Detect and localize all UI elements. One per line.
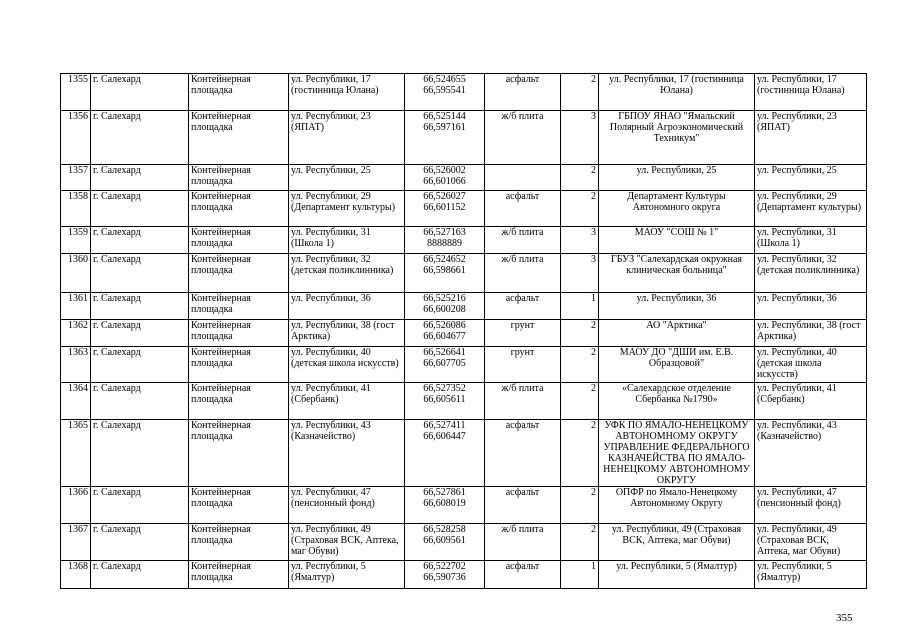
owner-cell: АО "Арктика" — [599, 320, 755, 347]
coordinates-cell: 66,527352 66,605611 — [405, 383, 485, 420]
container-sites-table — [60, 73, 867, 589]
type-cell: Контейнерная площадка — [189, 320, 289, 347]
type-cell: Контейнерная площадка — [189, 74, 289, 111]
surface-cell: асфальт — [485, 487, 561, 524]
source-address-cell: ул. Республики, 5 (Ямалтур) — [755, 561, 867, 589]
address-cell: ул. Республики, 17 (гостинница Юлана) — [289, 74, 405, 111]
owner-cell: ул. Республики, 36 — [599, 293, 755, 320]
container-count-cell: 2 — [561, 347, 599, 383]
surface-cell: асфальт — [485, 420, 561, 487]
coordinates-cell: 66,527861 66,608019 — [405, 487, 485, 524]
city-cell: г. Салехард — [91, 420, 189, 487]
table-row — [61, 165, 867, 191]
container-count-cell: 2 — [561, 524, 599, 561]
container-count-cell: 2 — [561, 383, 599, 420]
type-cell: Контейнерная площадка — [189, 111, 289, 165]
owner-cell: «Салехардское отделение Сбербанка №1790» — [599, 383, 755, 420]
address-cell: ул. Республики, 32 (детская поликлинника) — [289, 254, 405, 293]
row-number: 1362 — [61, 320, 91, 347]
table-row — [61, 74, 867, 111]
row-number: 1366 — [61, 487, 91, 524]
container-count-cell: 2 — [561, 420, 599, 487]
coordinates-cell: 66,525216 66,600208 — [405, 293, 485, 320]
table-row — [61, 420, 867, 487]
surface-cell: ж/б плита — [485, 111, 561, 165]
type-cell: Контейнерная площадка — [189, 524, 289, 561]
type-cell: Контейнерная площадка — [189, 347, 289, 383]
source-address-cell: ул. Республики, 43 (Казначейство) — [755, 420, 867, 487]
table-row — [61, 254, 867, 293]
surface-cell: ж/б плита — [485, 227, 561, 254]
source-address-cell: ул. Республики, 36 — [755, 293, 867, 320]
address-cell: ул. Республики, 41 (Сбербанк) — [289, 383, 405, 420]
type-cell: Контейнерная площадка — [189, 561, 289, 589]
coordinates-cell: 66,528258 66,609561 — [405, 524, 485, 561]
row-number: 1361 — [61, 293, 91, 320]
address-cell: ул. Республики, 23 (ЯПАТ) — [289, 111, 405, 165]
city-cell: г. Салехард — [91, 561, 189, 589]
table-row — [61, 293, 867, 320]
city-cell: г. Салехард — [91, 487, 189, 524]
address-cell: ул. Республики, 43 (Казначейство) — [289, 420, 405, 487]
owner-cell: ГБПОУ ЯНАО "Ямальский Полярный Агроэкономический Техникум" — [599, 111, 755, 165]
city-cell: г. Салехард — [91, 320, 189, 347]
row-number: 1358 — [61, 191, 91, 227]
owner-cell: ул. Республики, 49 (Страховая ВСК, Аптека, маг Обуви) — [599, 524, 755, 561]
container-count-cell: 2 — [561, 320, 599, 347]
source-address-cell: ул. Республики, 49 (Страховая ВСК, Аптека, маг Обуви) — [755, 524, 867, 561]
coordinates-cell: 66,526086 66,604677 — [405, 320, 485, 347]
type-cell: Контейнерная площадка — [189, 227, 289, 254]
container-count-cell: 2 — [561, 165, 599, 191]
table-row — [61, 347, 867, 383]
row-number: 1367 — [61, 524, 91, 561]
row-number: 1368 — [61, 561, 91, 589]
row-number: 1355 — [61, 74, 91, 111]
owner-cell: МАОУ "СОШ № 1" — [599, 227, 755, 254]
city-cell: г. Салехард — [91, 347, 189, 383]
container-count-cell: 2 — [561, 74, 599, 111]
city-cell: г. Салехард — [91, 254, 189, 293]
type-cell: Контейнерная площадка — [189, 383, 289, 420]
coordinates-cell: 66,524655 66,595541 — [405, 74, 485, 111]
source-address-cell: ул. Республики, 40 (детская школа искусств) — [755, 347, 867, 383]
container-count-cell: 3 — [561, 111, 599, 165]
surface-cell: асфальт — [485, 561, 561, 589]
city-cell: г. Салехард — [91, 293, 189, 320]
table-row — [61, 191, 867, 227]
container-count-cell: 3 — [561, 254, 599, 293]
surface-cell: ж/б плита — [485, 524, 561, 561]
surface-cell: асфальт — [485, 191, 561, 227]
city-cell: г. Салехард — [91, 191, 189, 227]
table-row — [61, 487, 867, 524]
city-cell: г. Салехард — [91, 111, 189, 165]
source-address-cell: ул. Республики, 38 (гост Арктика) — [755, 320, 867, 347]
owner-cell: УФК ПО ЯМАЛО-НЕНЕЦКОМУ АВТОНОМНОМУ ОКРУГУ УПРАВЛЕНИЕ ФЕДЕРАЛЬНОГО КАЗНАЧЕЙСТВА ПО ЯМАЛО-НЕНЕЦКОМУ АВТОНОМНОМУ ОКРУГУ — [599, 420, 755, 487]
city-cell: г. Салехард — [91, 524, 189, 561]
owner-cell: ул. Республики, 17 (гостинница Юлана) — [599, 74, 755, 111]
container-count-cell: 1 — [561, 561, 599, 589]
type-cell: Контейнерная площадка — [189, 254, 289, 293]
row-number: 1357 — [61, 165, 91, 191]
address-cell: ул. Республики, 25 — [289, 165, 405, 191]
owner-cell: МАОУ ДО "ДШИ им. Е.В. Образцовой" — [599, 347, 755, 383]
coordinates-cell: 66,522702 66,590736 — [405, 561, 485, 589]
surface-cell: грунт — [485, 347, 561, 383]
coordinates-cell: 66,526027 66,601152 — [405, 191, 485, 227]
type-cell: Контейнерная площадка — [189, 487, 289, 524]
coordinates-cell: 66,525144 66,597161 — [405, 111, 485, 165]
source-address-cell: ул. Республики, 32 (детская поликлинника) — [755, 254, 867, 293]
owner-cell: ул. Республики, 5 (Ямалтур) — [599, 561, 755, 589]
city-cell: г. Салехард — [91, 383, 189, 420]
surface-cell: грунт — [485, 320, 561, 347]
container-count-cell: 2 — [561, 487, 599, 524]
city-cell: г. Салехард — [91, 74, 189, 111]
source-address-cell: ул. Республики, 23 (ЯПАТ) — [755, 111, 867, 165]
table-row — [61, 561, 867, 589]
type-cell: Контейнерная площадка — [189, 191, 289, 227]
surface-cell: ж/б плита — [485, 383, 561, 420]
address-cell: ул. Республики, 5 (Ямалтур) — [289, 561, 405, 589]
coordinates-cell: 66,527411 66,606447 — [405, 420, 485, 487]
source-address-cell: ул. Республики, 47 (пенсионный фонд) — [755, 487, 867, 524]
source-address-cell: ул. Республики, 41 (Сбербанк) — [755, 383, 867, 420]
row-number: 1364 — [61, 383, 91, 420]
address-cell: ул. Республики, 40 (детская школа искусств) — [289, 347, 405, 383]
owner-cell: ГБУЗ "Салехардская окружная клиническая больница" — [599, 254, 755, 293]
surface-cell: ж/б плита — [485, 254, 561, 293]
table-row — [61, 227, 867, 254]
table-row — [61, 383, 867, 420]
container-count-cell: 1 — [561, 293, 599, 320]
source-address-cell: ул. Республики, 29 (Департамент культуры) — [755, 191, 867, 227]
owner-cell: Департамент Культуры Автономного округа — [599, 191, 755, 227]
container-count-cell: 2 — [561, 191, 599, 227]
row-number: 1356 — [61, 111, 91, 165]
table-row — [61, 320, 867, 347]
surface-cell: асфальт — [485, 293, 561, 320]
row-number: 1359 — [61, 227, 91, 254]
coordinates-cell: 66,526002 66,601066 — [405, 165, 485, 191]
container-count-cell: 3 — [561, 227, 599, 254]
address-cell: ул. Республики, 36 — [289, 293, 405, 320]
row-number: 1363 — [61, 347, 91, 383]
type-cell: Контейнерная площадка — [189, 420, 289, 487]
city-cell: г. Салехард — [91, 227, 189, 254]
table-row — [61, 111, 867, 165]
surface-cell — [485, 165, 561, 191]
coordinates-cell: 66,524652 66,598661 — [405, 254, 485, 293]
address-cell: ул. Республики, 31 (Школа 1) — [289, 227, 405, 254]
address-cell: ул. Республики, 29 (Департамент культуры) — [289, 191, 405, 227]
source-address-cell: ул. Республики, 25 — [755, 165, 867, 191]
address-cell: ул. Республики, 38 (гост Арктика) — [289, 320, 405, 347]
page-number: 355 — [836, 612, 853, 624]
type-cell: Контейнерная площадка — [189, 165, 289, 191]
surface-cell: асфальт — [485, 74, 561, 111]
row-number: 1360 — [61, 254, 91, 293]
row-number: 1365 — [61, 420, 91, 487]
table-row — [61, 524, 867, 561]
address-cell: ул. Республики, 49 (Страховая ВСК, Аптека, маг Обуви) — [289, 524, 405, 561]
source-address-cell: ул. Республики, 17 (гостинница Юлана) — [755, 74, 867, 111]
city-cell: г. Салехард — [91, 165, 189, 191]
source-address-cell: ул. Республики, 31 (Школа 1) — [755, 227, 867, 254]
type-cell: Контейнерная площадка — [189, 293, 289, 320]
coordinates-cell: 66,527163 8888889 — [405, 227, 485, 254]
owner-cell: ОПФР по Ямало-Ненецкому Автономному Округу — [599, 487, 755, 524]
owner-cell: ул. Республики, 25 — [599, 165, 755, 191]
table-body — [61, 74, 867, 589]
address-cell: ул. Республики, 47 (пенсионный фонд) — [289, 487, 405, 524]
coordinates-cell: 66,526641 66,607705 — [405, 347, 485, 383]
